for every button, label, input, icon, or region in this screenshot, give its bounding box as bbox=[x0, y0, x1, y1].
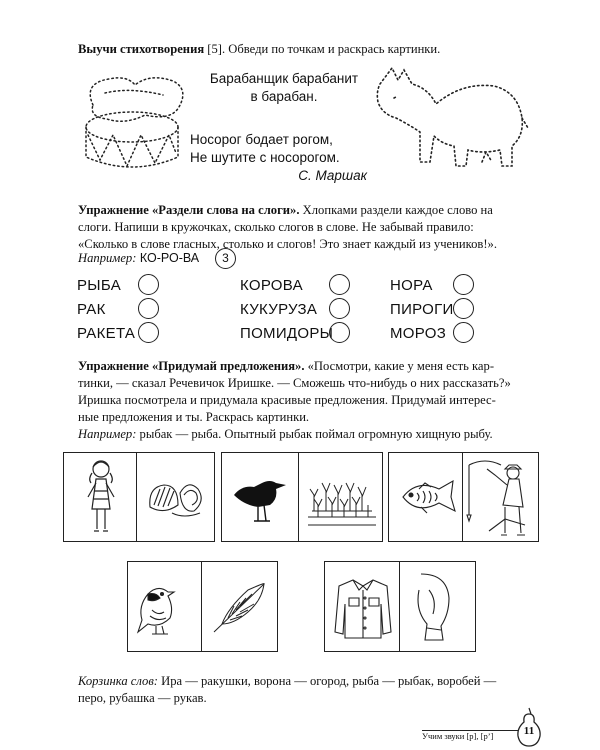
syllable-circle-nora[interactable] bbox=[453, 274, 474, 295]
fish-picture bbox=[393, 469, 461, 525]
syllables-example-count: 3 bbox=[215, 248, 236, 269]
intro-title: Выучи стихотворения bbox=[78, 42, 205, 56]
syllable-circle-ryba[interactable] bbox=[138, 274, 159, 295]
picture-card-fish-fisherman bbox=[388, 452, 539, 542]
syllables-example bbox=[78, 250, 199, 267]
poem-line-2: в барабан. bbox=[250, 89, 318, 104]
picture-card-shirt-sleeve bbox=[324, 561, 476, 652]
syllables-example-word: КО-РО-ВА bbox=[136, 251, 200, 265]
syllables-line-3: «Сколько в слове гласных, столько и слогов! Это знает каждый из учеников!». bbox=[78, 237, 497, 251]
syllables-title: Упражнение «Раздели слова на слоги». bbox=[78, 203, 300, 217]
sentences-text-1: «Посмотри, какие у меня есть кар- bbox=[304, 359, 495, 373]
poem-line-1: Барабанщик барабанит bbox=[209, 71, 359, 86]
word-kukuruza: КУКУРУЗА bbox=[240, 301, 318, 318]
sentences-instructions bbox=[78, 358, 548, 443]
word-korova: КОРОВА bbox=[240, 277, 303, 294]
poem-line-4: Не шутите с носорогом. bbox=[190, 150, 340, 165]
picture-card-ira-shells bbox=[63, 452, 215, 542]
word-moroz: МОРОЗ bbox=[390, 325, 447, 342]
word-pirogi: ПИРОГИ bbox=[390, 301, 454, 318]
syllable-circle-kukuruza[interactable] bbox=[329, 298, 350, 319]
card-divider bbox=[201, 562, 202, 651]
basket-line-2: перо, рубашка — рукав. bbox=[78, 691, 207, 705]
page-number: 11 bbox=[523, 725, 535, 737]
poem-part2 bbox=[190, 131, 375, 185]
syllables-instructions bbox=[78, 202, 538, 253]
syllable-circle-korova[interactable] bbox=[329, 274, 350, 295]
drum-picture bbox=[75, 65, 195, 180]
card-divider bbox=[298, 453, 299, 541]
card-divider bbox=[399, 562, 400, 651]
poem-author: С. Маршак bbox=[298, 168, 367, 183]
intro-line bbox=[78, 41, 440, 58]
word-rak: РАК bbox=[77, 301, 106, 318]
picture-card-sparrow-feather bbox=[127, 561, 278, 652]
basket-line-1 bbox=[78, 673, 548, 690]
card-divider bbox=[462, 453, 463, 541]
footer-section: Учим звуки [р], [р’] bbox=[422, 731, 494, 741]
sentences-example-text: рыбак — рыба. Опытный рыбак поймал огромную хищную рыбу. bbox=[136, 427, 493, 441]
girl-picture bbox=[80, 457, 122, 537]
sentences-example bbox=[78, 426, 548, 443]
sentences-example-label: Например: bbox=[78, 427, 137, 441]
sentences-line-1 bbox=[78, 358, 548, 375]
word-ryba: РЫБА bbox=[77, 277, 122, 294]
syllables-line-1 bbox=[78, 202, 538, 219]
sentences-title: Упражнение «Придумай предложения». bbox=[78, 359, 305, 373]
sentences-line-2: тинки, — сказал Речевичок Иришке. — Сможешь что-нибудь о них рассказать?» bbox=[78, 376, 511, 390]
sparrow-picture bbox=[134, 580, 196, 640]
garden-picture bbox=[304, 467, 380, 533]
crow-picture bbox=[228, 473, 294, 529]
card-divider bbox=[136, 453, 137, 541]
word-nora: НОРА bbox=[390, 277, 433, 294]
sentences-line-3: Иришка посмотрела и придумала красивые предложения. Придумай интерес- bbox=[78, 393, 496, 407]
basket-label: Корзинка слов: bbox=[78, 674, 158, 688]
fisherman-picture bbox=[465, 455, 537, 541]
basket-text-1: Ира — ракушки, ворона — огород, рыба — рыбак, воробей — bbox=[157, 674, 497, 688]
syllable-circle-rak[interactable] bbox=[138, 298, 159, 319]
picture-card-crow-garden bbox=[221, 452, 383, 542]
syllable-circle-moroz[interactable] bbox=[453, 322, 474, 343]
syllable-circle-pirogi[interactable] bbox=[453, 298, 474, 319]
poem-part1 bbox=[196, 70, 372, 106]
poem-line-3: Носорог бодает рогом, bbox=[190, 132, 333, 147]
syllables-line-2: слоги. Напиши в кружочках, сколько слогов в слове. Не забывай правило: bbox=[78, 220, 474, 234]
word-pomidory: ПОМИДОРЫ bbox=[240, 325, 334, 342]
feather-picture bbox=[208, 578, 272, 638]
syllables-example-label: Например: bbox=[78, 251, 137, 265]
word-raketa: РАКЕТА bbox=[77, 325, 136, 342]
intro-text: [5]. Обведи по точкам и раскрась картинки. bbox=[204, 42, 441, 56]
sentences-line-4: ные предложения и ты. Раскрась картинки. bbox=[78, 410, 310, 424]
syllable-circle-pomidory[interactable] bbox=[329, 322, 350, 343]
rhino-picture bbox=[372, 62, 532, 177]
sleeve-picture bbox=[407, 570, 471, 646]
syllable-circle-raketa[interactable] bbox=[138, 322, 159, 343]
word-basket bbox=[78, 673, 548, 707]
shirt-picture bbox=[331, 574, 395, 644]
syllables-text-1: Хлопками раздели каждое слово на bbox=[299, 203, 493, 217]
shells-picture bbox=[144, 475, 210, 521]
